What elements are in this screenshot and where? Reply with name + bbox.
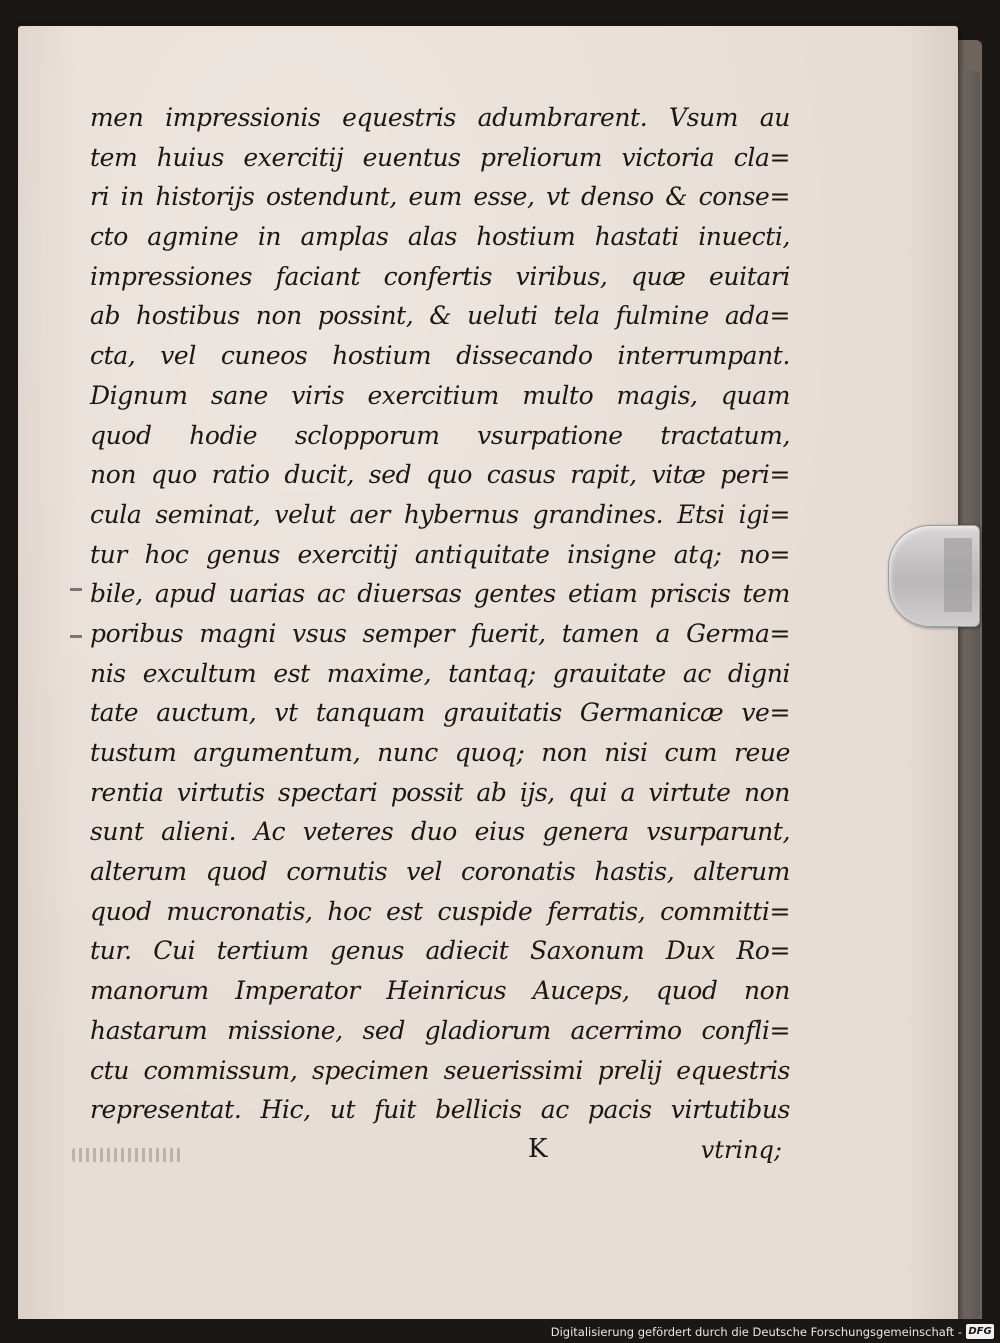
text-line: sunt alieni. Ac veteres duo eius genera vsurparunt, <box>90 817 790 847</box>
credit-bar <box>0 1319 1000 1343</box>
funding-credit: Digitalisierung gefördert durch die Deutsche Forschungsgemeinschaft - <box>550 1325 962 1339</box>
text-line: nis excultum est maxime, tantaq; grauitate ac digni <box>90 658 790 688</box>
text-line: bile, apud uarias ac diuersas gentes etiam priscis tem <box>90 579 790 609</box>
text-line: alterum quod cornutis vel coronatis hastis, alterum <box>90 857 790 887</box>
text-line: rentia virtutis spectari possit ab ijs, qui a virtute non <box>90 777 790 807</box>
margin-mark <box>70 635 82 638</box>
text-line: Dignum sane viris exercitium multo magis, quam <box>90 380 790 410</box>
text-line: tem huius exercitij euentus preliorum victoria cla= <box>90 142 790 172</box>
text-line: quod mucronatis, hoc est cuspide ferratis, committi= <box>90 896 790 926</box>
page-text-block <box>90 98 790 1130</box>
text-line: ri in historijs ostendunt, eum esse, vt denso & conse= <box>90 182 790 212</box>
catchword: vtrinq; <box>700 1136 782 1164</box>
text-line: ab hostibus non possint, & ueluti tela fulmine ada= <box>90 301 790 331</box>
signature-mark: K <box>528 1134 548 1164</box>
text-line: impressiones faciant confertis viribus, quæ euitari <box>90 261 790 291</box>
text-line: representat. Hic, ut fuit bellicis ac pacis virtutibus <box>90 1095 790 1125</box>
text-line: cto agmine in amplas alas hostium hastati inuecti, <box>90 222 790 252</box>
page-clip-inner <box>944 538 972 612</box>
text-line: ctu commissum, specimen seuerissimi prelij equestris <box>90 1055 790 1085</box>
text-line: non quo ratio ducit, sed quo casus rapit, vitæ peri= <box>90 460 790 490</box>
text-line: men impressionis equestris adumbrarent. Vsum au <box>90 103 790 132</box>
text-line: tate auctum, vt tanquam grauitatis Germanicæ ve= <box>90 698 790 728</box>
margin-mark <box>70 588 82 591</box>
dfg-logo-icon: DFG <box>966 1324 994 1339</box>
text-line: poribus magni vsus semper fuerit, tamen a Germa= <box>90 618 790 648</box>
text-line: cula seminat, velut aer hybernus grandines. Etsi igi= <box>90 499 790 529</box>
text-line: manorum Imperator Heinricus Auceps, quod non <box>90 976 790 1006</box>
text-line: hastarum missione, sed gladiorum acerrimo confli= <box>90 1015 790 1045</box>
text-line: tustum argumentum, nunc quoq; non nisi cum reue <box>90 738 790 767</box>
text-line: cta, vel cuneos hostium dissecando interrumpant. <box>90 341 790 371</box>
text-line: tur hoc genus exercitij antiquitate insigne atq; no= <box>90 539 790 569</box>
text-line: quod hodie sclopporum vsurpatione tractatum, <box>90 420 790 450</box>
page-footer <box>90 1134 790 1174</box>
text-line: tur. Cui tertium genus adiecit Saxonum Dux Ro= <box>90 936 790 966</box>
